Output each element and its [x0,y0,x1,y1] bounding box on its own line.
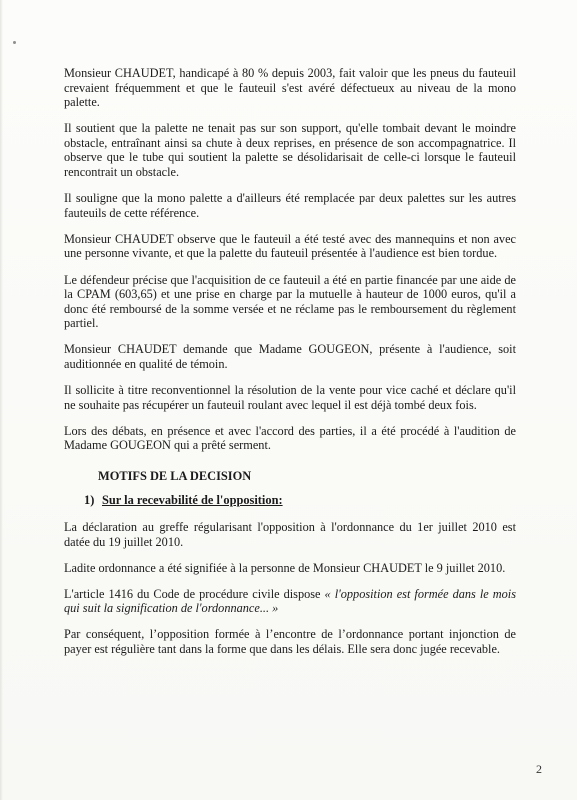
paragraph: La déclaration au greffe régularisant l'opposition à l'ordonnance du 1er juillet 2010 est datée du 19 juillet 2010. [64,519,516,549]
paragraph: Il soutient que la palette ne tenait pas sur son support, qu'elle tombait devant le moindre obstacle, entraînant ainsi sa chute à deux reprises, en présence de son accompagnatrice. Il observe que le tube qui soutient la palette se désolidarisait de celle-ci lorsque le fauteuil rencontrait un obstacle. [64,121,516,180]
paragraph: Par conséquent, l’opposition formée à l’encontre de l’ordonnance portant injonction de payer est régulière tant dans la forme que dans les délais. Elle sera donc jugée recevable. [64,627,516,657]
paragraph: Il sollicite à titre reconventionnel la résolution de la vente pour vice caché et déclare qu'il ne souhaite pas récupérer un fauteuil roulant avec lequel il est déjà tombé deux fois. [64,383,516,412]
scan-edge [0,0,3,800]
paragraph: Lors des débats, en présence et avec l'accord des parties, il a été procédé à l'audition de Madame GOUGEON qui a prêté serment. [64,423,516,453]
subsection-heading [84,493,516,508]
quoted-text: « l'opposition est formée dans le mois qui suit la signification de l'ordonnance... » [64,586,516,616]
punch-mark [13,41,16,44]
subsection-title: Sur la recevabilité de l'opposition: [102,492,283,507]
section-title: MOTIFS DE LA DECISION [98,468,252,483]
paragraph: Il souligne que la mono palette a d'ailleurs été remplacée par deux palettes sur les autres fauteuils de cette référence. [64,191,516,220]
subsection-number: 1) [84,492,95,507]
paragraph-with-quote [64,587,516,616]
document-body [64,66,516,668]
paragraph: Le défendeur précise que l'acquisition de ce fauteuil a été en partie financée par une aide de la CPAM (603,65) et une prise en charge par la mutuelle à hauteur de 1000 euros, qu'il a donc été remboursé de la somme versée et ne réclame pas le remboursement du règlement partiel. [64,272,516,331]
paragraph: Monsieur CHAUDET observe que le fauteuil a été testé avec des mannequins et non avec une personne vivante, et que la palette du fauteuil présentée à l'audience est bien tordue. [64,231,516,261]
paragraph: Ladite ordonnance a été signifiée à la personne de Monsieur CHAUDET le 9 juillet 2010. [64,560,506,575]
paragraph: Monsieur CHAUDET, handicapé à 80 % depuis 2003, fait valoir que les pneus du fauteuil crevaient fréquemment et que le fauteuil s'est avéré défectueux au niveau de la mono palette. [64,66,516,110]
paragraph: Monsieur CHAUDET demande que Madame GOUGEON, présente à l'audience, soit auditionnée en qualité de témoin. [64,342,516,371]
citation-text: L'article 1416 du Code de procédure civile dispose [64,586,325,601]
page-number: 2 [536,762,542,776]
